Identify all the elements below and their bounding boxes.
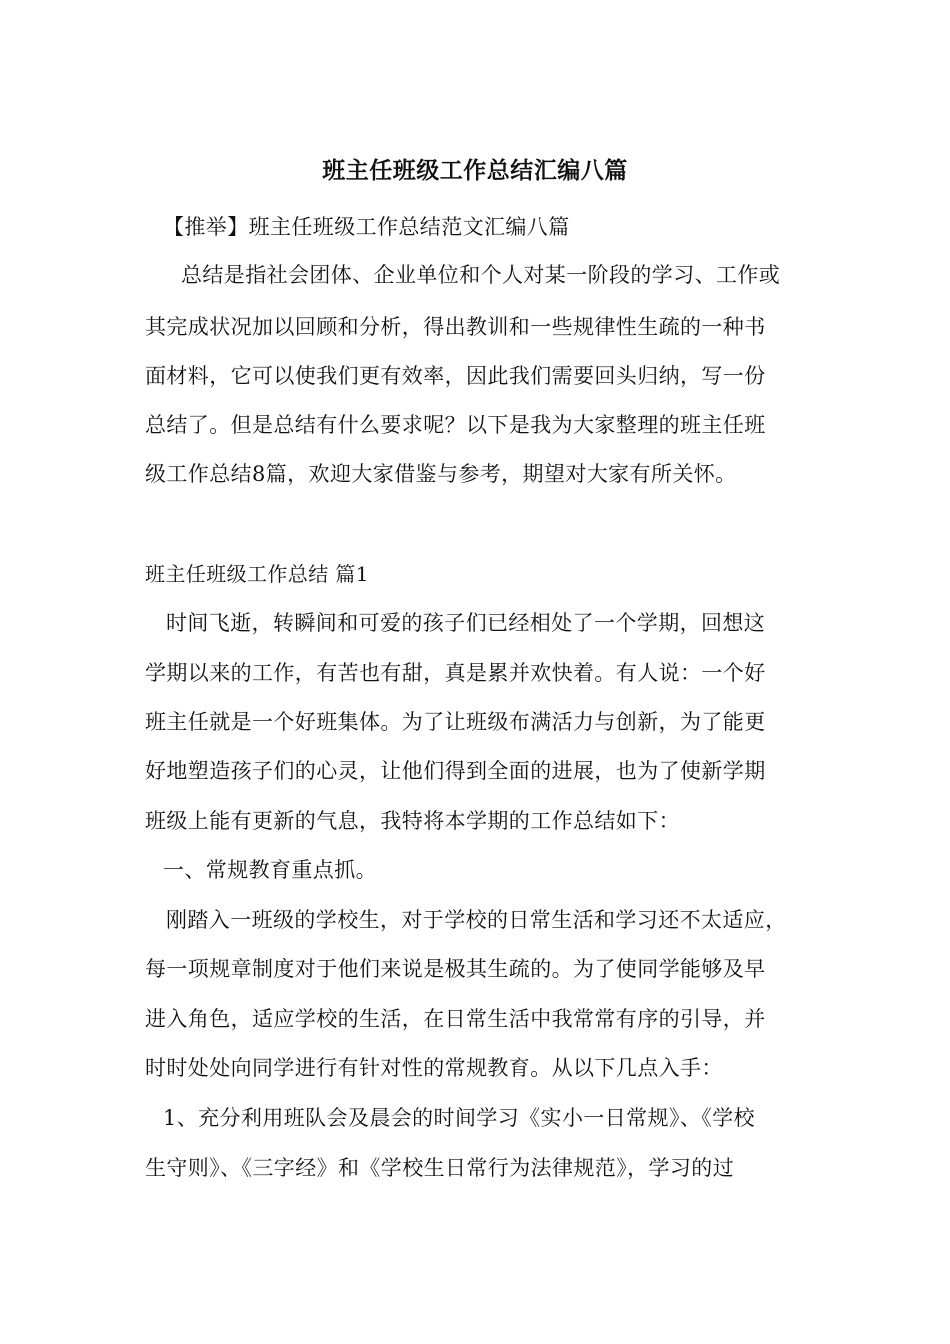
body-line-8: 进入角色，适应学校的生活，在日常生活中我常常有序的引导，并 [145, 1007, 766, 1031]
body-line-1: 时间飞逝，转瞬间和可爱的孩子们已经相处了一个学期，回想这 [166, 611, 766, 635]
list-item-1-cont: 生守则》、《三字经》和《学校生日常行为法律规范》，学习的过 [145, 1156, 735, 1180]
body-line-2: 学期以来的工作，有苦也有甜，真是累并欢快着。有人说：一个好 [145, 661, 766, 685]
intro-line-5: 级工作总结8篇，欢迎大家借鉴与参考，期望对大家有所关怀。 [145, 462, 737, 486]
section-heading: 班主任班级工作总结 篇1 [145, 562, 369, 586]
intro-line-3: 面材料，它可以使我们更有效率，因此我们需要回头归纳，写一份 [145, 364, 766, 388]
document-title: 班主任班级工作总结汇编八篇 [322, 157, 628, 184]
intro-line-2: 其完成状况加以回顾和分析，得出教训和一些规律性生疏的一种书 [145, 315, 766, 339]
body-line-6: 刚踏入一班级的学校生，对于学校的日常生活和学习还不太适应， [166, 908, 787, 932]
body-line-3: 班主任就是一个好班集体。为了让班级布满活力与创新，为了能更 [145, 710, 766, 734]
intro-line-1: 总结是指社会团体、企业单位和个人对某一阶段的学习、工作或 [181, 263, 781, 287]
body-line-5: 班级上能有更新的气息，我特将本学期的工作总结如下： [145, 809, 680, 833]
body-line-9: 时时处处向同学进行有针对性的常规教育。从以下几点入手： [145, 1056, 723, 1080]
list-item-1: 1、充分利用班队会及晨会的时间学习《实小一日常规》、《学校 [163, 1106, 755, 1130]
intro-line-4: 总结了。但是总结有什么要求呢？以下是我为大家整理的班主任班 [145, 413, 766, 437]
body-line-4: 好地塑造孩子们的心灵，让他们得到全面的进展，也为了使新学期 [145, 759, 766, 783]
body-line-7: 每一项规章制度对于他们来说是极其生疏的。为了使同学能够及早 [145, 957, 766, 981]
recommend-line: 【推举】班主任班级工作总结范文汇编八篇 [163, 215, 570, 239]
subheading-1: 一、常规教育重点抓。 [163, 858, 377, 882]
